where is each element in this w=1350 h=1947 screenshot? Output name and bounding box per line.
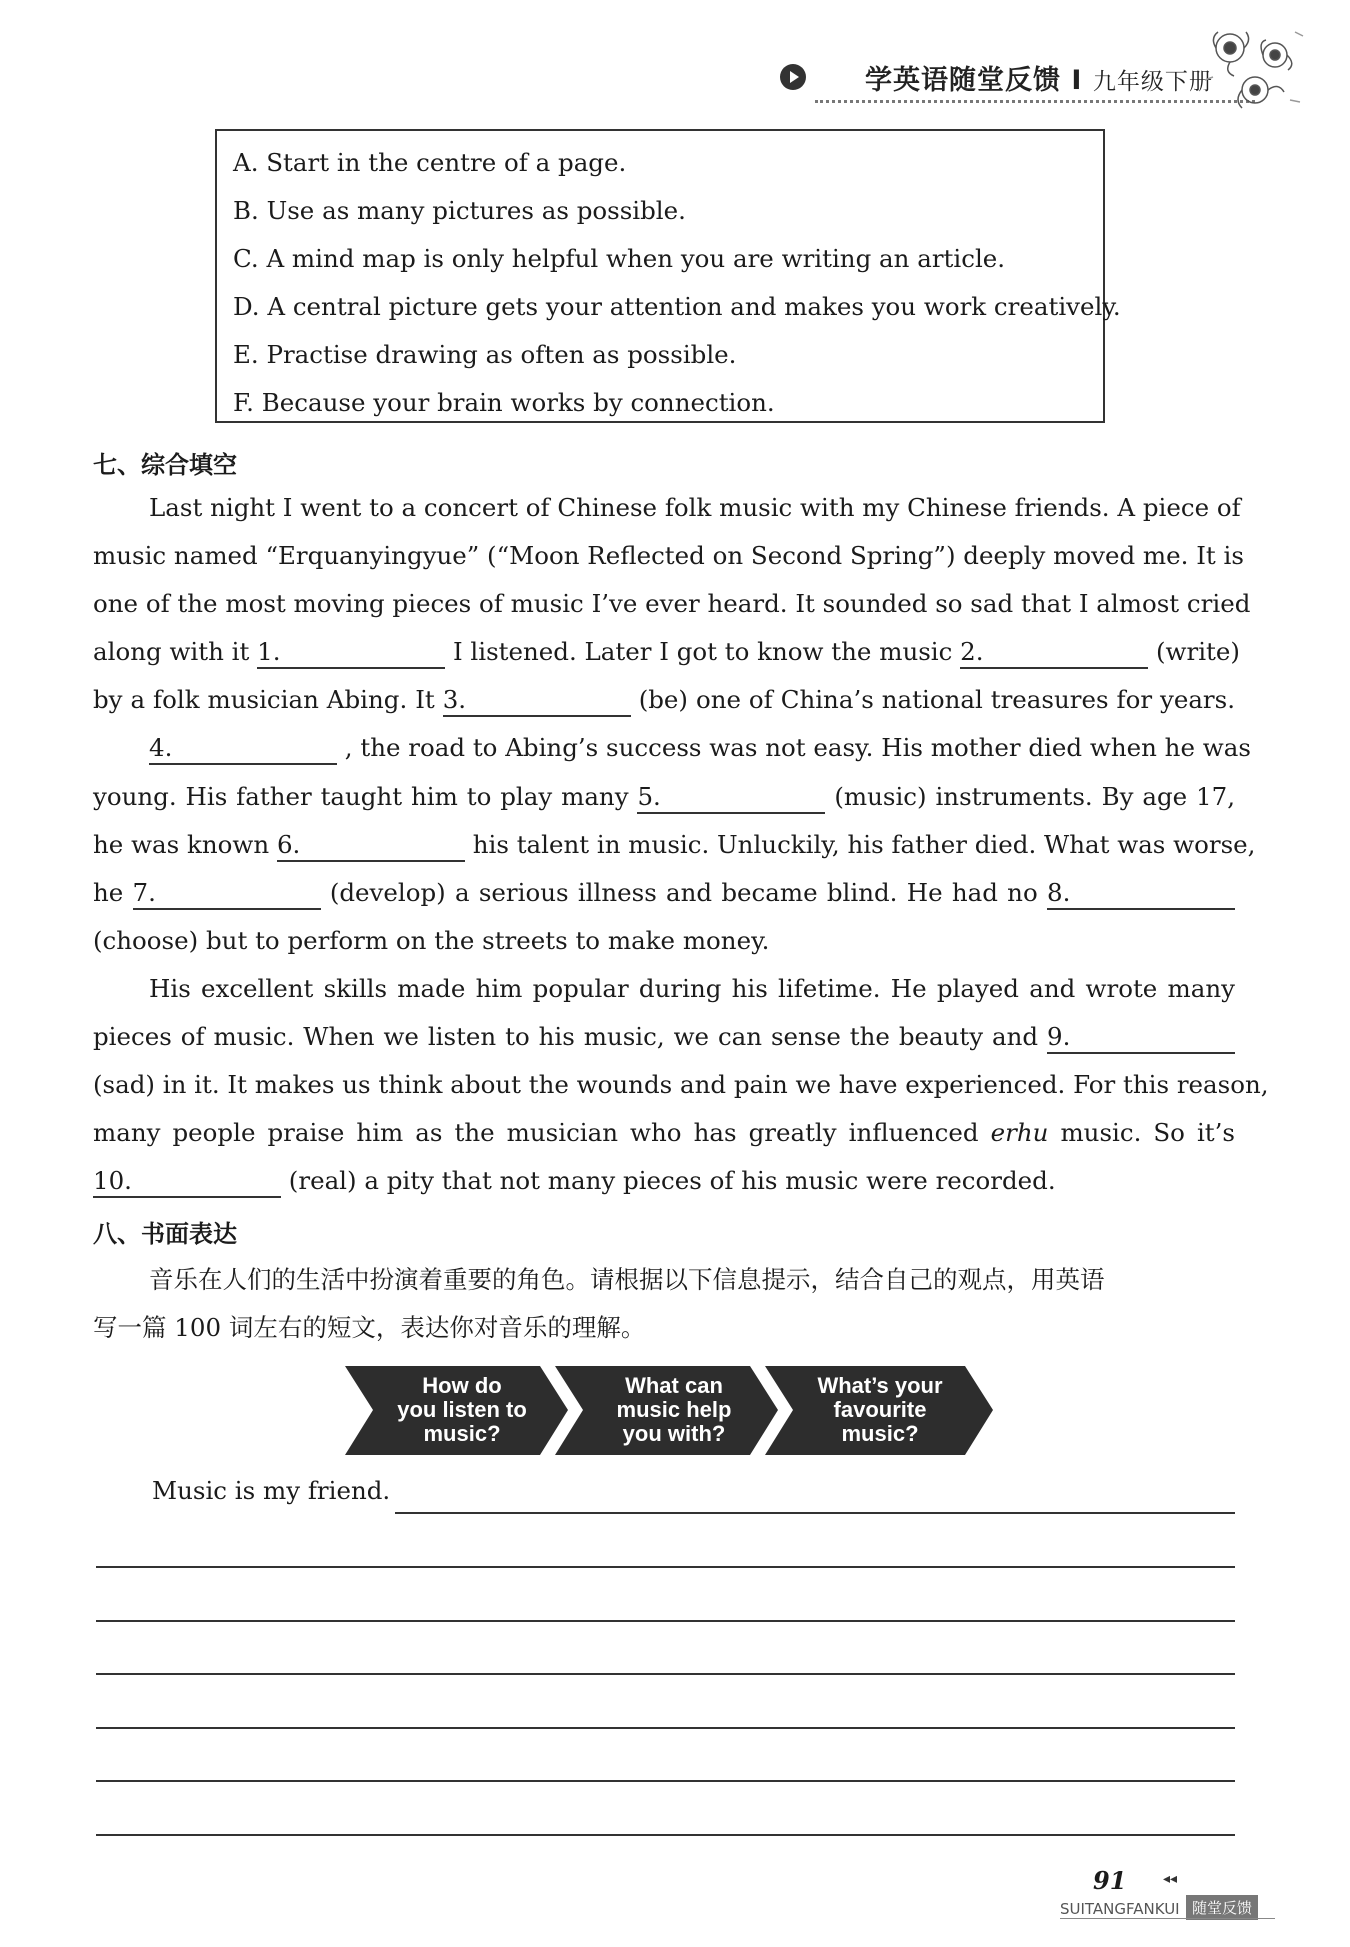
option-a: A. Start in the centre of a page. (233, 148, 627, 177)
passage-text: pieces of music. When we listen to his music, we can sense the beauty and (93, 1022, 1039, 1052)
passage-text: young. His father taught him to play many (93, 781, 629, 811)
option-f: F. Because your brain works by connection. (233, 388, 775, 417)
passage-text: his talent in music. Unluckily, his father died. What was worse, (472, 829, 1256, 859)
passage-text: (music) instruments. By age 17, (834, 781, 1235, 811)
book-title (865, 58, 1213, 97)
passage-text: , the road to Abing’s success was not easy. His mother died when he was (344, 733, 1251, 763)
prompt-3-line-1: What’s your (817, 1373, 943, 1398)
passage-line (93, 628, 1240, 676)
passage-line (93, 676, 1235, 724)
passage-text: music. So it’s (1060, 1118, 1236, 1148)
writing-line[interactable] (96, 1673, 1235, 1675)
prompt-3-line-2: favourite (833, 1397, 927, 1422)
prompt-2-line-2: music help (616, 1397, 732, 1422)
essay-starter: Music is my friend. (152, 1476, 391, 1505)
footer-badge: 随堂反馈 (1186, 1895, 1258, 1920)
passage-text: he was known (93, 829, 270, 859)
blank-8[interactable]: 8. (1047, 878, 1235, 910)
passage-text: along with it (93, 637, 250, 667)
passage-line (93, 1013, 1235, 1061)
footer-brand: SUITANGFANKUI (1060, 1900, 1180, 1918)
instruction-line: 音乐在人们的生活中扮演着重要的角色。请根据以下信息提示，结合自己的观点，用英语 (149, 1265, 1105, 1294)
prompt-2-line-3: you with? (622, 1421, 726, 1446)
prompt-1-line-3: music? (423, 1421, 501, 1446)
page-number: 91 (1093, 1866, 1127, 1895)
passage-text: I listened. Later I got to know the music (452, 637, 953, 667)
passage-line: Last night I went to a concert of Chinese folk music with my Chinese friends. A piece of (149, 493, 1241, 522)
prompt-3-line-3: music? (841, 1421, 919, 1446)
passage-line (93, 1109, 1235, 1157)
blank-6[interactable]: 6. (277, 830, 465, 862)
writing-line[interactable] (96, 1834, 1235, 1836)
passage-line (93, 821, 1256, 869)
writing-instructions (93, 1256, 1235, 1352)
options-box (215, 129, 1121, 423)
writing-line[interactable] (96, 1727, 1235, 1729)
option-b: B. Use as many pictures as possible. (233, 196, 686, 225)
passage-text: many people praise him as the musician who has greatly influenced (93, 1118, 979, 1148)
passage-text: (real) a pity that not many pieces of his music were recorded. (288, 1166, 1056, 1196)
passage-text: (write) (1155, 637, 1240, 667)
writing-line[interactable] (96, 1620, 1235, 1622)
instruction-line: 写一篇 100 词左右的短文，表达你对音乐的理解。 (93, 1313, 646, 1343)
blank-7[interactable]: 7. (133, 878, 321, 910)
passage-line: (sad) in it. It makes us think about the wounds and pain we have experienced. For this reason, (93, 1070, 1269, 1100)
blank-3[interactable]: 3. (443, 685, 631, 717)
cloze-passage (93, 484, 1269, 1205)
passage-line (93, 773, 1235, 821)
passage-line (93, 724, 1251, 772)
footer-rule (1060, 1918, 1275, 1919)
writing-line[interactable] (96, 1780, 1235, 1782)
double-arrow-icon: ◂◂ (1163, 1871, 1178, 1887)
passage-line: music named “Erquanyingyue” (“Moon Reflected on Second Spring”) deeply moved me. It is (93, 541, 1244, 571)
passage-line: His excellent skills made him popular during his lifetime. He played and wrote many (149, 973, 1235, 1003)
play-icon (780, 64, 806, 90)
prompt-arrows (340, 1363, 1000, 1458)
passage-text: he (93, 877, 124, 907)
blank-2[interactable]: 2. (960, 637, 1148, 669)
flower-decoration-icon (1200, 20, 1310, 120)
passage-line (93, 869, 1235, 917)
option-e: E. Practise drawing as often as possible. (233, 340, 737, 369)
book-title-main: 学英语随堂反馈 (865, 65, 1061, 96)
writing-line[interactable] (395, 1512, 1235, 1514)
passage-text: (develop) a serious illness and became blind. He had no (329, 877, 1038, 907)
writing-line[interactable] (96, 1566, 1235, 1568)
italic-term: erhu (990, 1118, 1049, 1148)
prompt-1-line-1: How do (422, 1373, 502, 1398)
option-c: C. A mind map is only helpful when you are writing an article. (233, 244, 1006, 273)
passage-line: (choose) but to perform on the streets to make money. (93, 925, 770, 955)
blank-1[interactable]: 1. (257, 637, 445, 669)
passage-line (93, 1157, 1235, 1205)
grade-label: 九年级下册 (1092, 69, 1213, 95)
header-dotted-rule (815, 100, 1255, 103)
prompt-2-line-1: What can (625, 1373, 723, 1398)
blank-4[interactable]: 4. (149, 733, 337, 765)
section-8-heading: 八、书面表达 (93, 1220, 237, 1248)
passage-text: (be) one of China’s national treasures for years. (638, 685, 1236, 715)
section-7-heading: 七、综合填空 (93, 451, 237, 479)
blank-9[interactable]: 9. (1047, 1022, 1235, 1054)
passage-text: by a folk musician Abing. It (93, 685, 435, 715)
option-d: D. A central picture gets your attention and makes you work creatively. (233, 292, 1121, 321)
prompt-1-line-2: you listen to (397, 1397, 527, 1422)
blank-5[interactable]: 5. (637, 782, 825, 814)
blank-10[interactable]: 10. (93, 1166, 281, 1198)
title-separator: I (1071, 65, 1083, 96)
passage-line: one of the most moving pieces of music I’ve ever heard. It sounded so sad that I almost cried (93, 589, 1251, 619)
